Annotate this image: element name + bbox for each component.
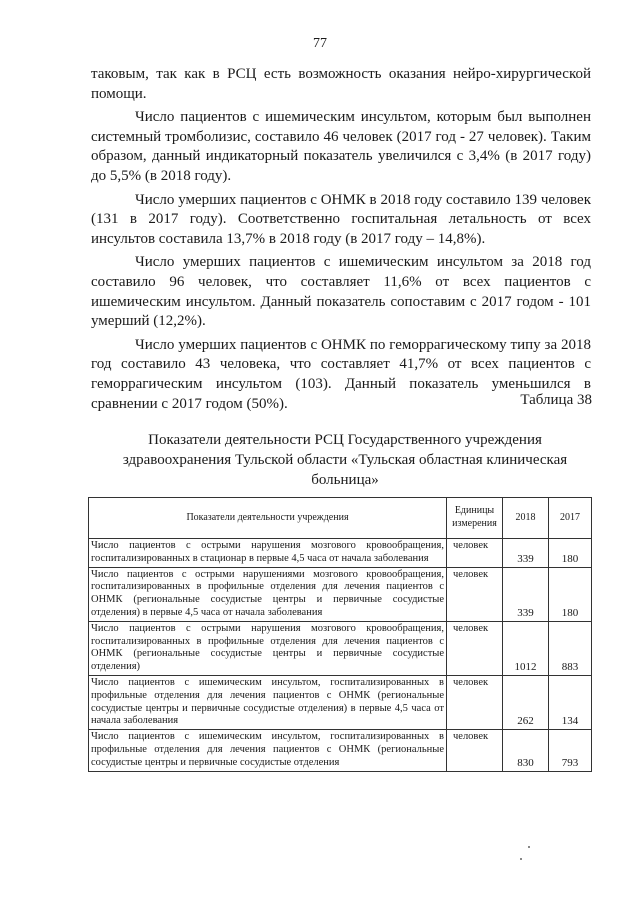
cell-unit: человек [447, 675, 503, 729]
header-2018: 2018 [503, 498, 549, 539]
cell-2017: 134 [549, 675, 592, 729]
cell-2018: 339 [503, 539, 549, 568]
table-label: Таблица 38 [520, 392, 592, 408]
cell-2017: 883 [549, 621, 592, 675]
header-indicator: Показатели деятельности учреждения [89, 498, 447, 539]
cell-indicator: Число пациентов с острыми нарушениями мозгового кровообращения, госпитализированных в профильные отделения для лечения пациентов с ОНМК (региональные сосудистые центры и первичные сосудистые отделения) в первые 4,5 часа от начала заболевания [89, 567, 447, 621]
cell-2018: 1012 [503, 621, 549, 675]
body-text [91, 65, 591, 418]
scan-speck [528, 846, 530, 848]
table-title: Показатели деятельности РСЦ Государственного учреждения здравоохранения Тульской области «Тульская областная клиническая больница» [122, 432, 568, 488]
header-unit: Единицы измерения [447, 498, 503, 539]
cell-indicator: Число пациентов с острыми нарушения мозгового кровообращения, госпитализированных в профильные отделения для лечения пациентов с ОНМК (региональные сосудистые центры и первичные сосудистые отделения) [89, 621, 447, 675]
scan-speck [520, 858, 522, 860]
cell-2017: 180 [549, 539, 592, 568]
cell-unit: человек [447, 539, 503, 568]
cell-2017: 180 [549, 567, 592, 621]
cell-unit: человек [447, 621, 503, 675]
paragraph: Число умерших пациентов с ОНМК в 2018 году составило 139 человек (131 в 2017 году). Соответственно госпитальная летальность от всех инсультов составила 13,7% в 2018 году (в 2017 году – 14,8%). [91, 191, 591, 247]
header-2017: 2017 [549, 498, 592, 539]
table-row [89, 539, 592, 568]
table-row [89, 730, 592, 771]
page-number: 77 [313, 36, 327, 51]
paragraph: таковым, так как в РСЦ есть возможность оказания нейро-хирургической помощи. [91, 66, 591, 102]
table-row [89, 567, 592, 621]
cell-2018: 262 [503, 675, 549, 729]
cell-2018: 830 [503, 730, 549, 771]
indicators-table [88, 497, 592, 772]
cell-2018: 339 [503, 567, 549, 621]
paragraph: Число пациентов с ишемическим инсультом, которым был выполнен системный тромболизис, составило 46 человек (2017 год - 27 человек). Таким образом, данный индикаторный показатель увеличился с 3,4% (в 2017 году) до 5,5% (в 2018 году). [91, 109, 591, 184]
cell-2017: 793 [549, 730, 592, 771]
cell-indicator: Число пациентов с острыми нарушения мозгового кровообращения, госпитализированных в стационар в первые 4,5 часа от начала заболевания [89, 539, 447, 568]
cell-indicator: Число пациентов с ишемическим инсультом, госпитализированных в профильные отделения для лечения пациентов с ОНМК (региональные сосудистые центры и первичные сосудистые отделения) в первые 4,5 часа от начала заболевания [89, 675, 447, 729]
table-row [89, 675, 592, 729]
cell-indicator: Число пациентов с ишемическим инсультом, госпитализированных в профильные отделения для лечения пациентов с ОНМК (региональные сосудистые центры и первичные сосудистые отделения [89, 730, 447, 771]
cell-unit: человек [447, 567, 503, 621]
table-header-row [89, 498, 592, 539]
cell-unit: человек [447, 730, 503, 771]
paragraph: Число умерших пациентов с ишемическим инсультом за 2018 год составило 96 человек, что составляет 11,6% от всех пациентов с ишемическим инсультом. Данный показатель сопоставим с 2017 годом - 101 умерший (12,2%). [91, 254, 591, 330]
table-row [89, 621, 592, 675]
paragraph: Число умерших пациентов с ОНМК по геморрагическому типу за 2018 год составило 43 человека, что составляет 41,7% от всех пациентов с геморрагическим инсультом (103). Данный показатель уменьшился в сравнении с 2017 годом (50%). [91, 336, 591, 412]
